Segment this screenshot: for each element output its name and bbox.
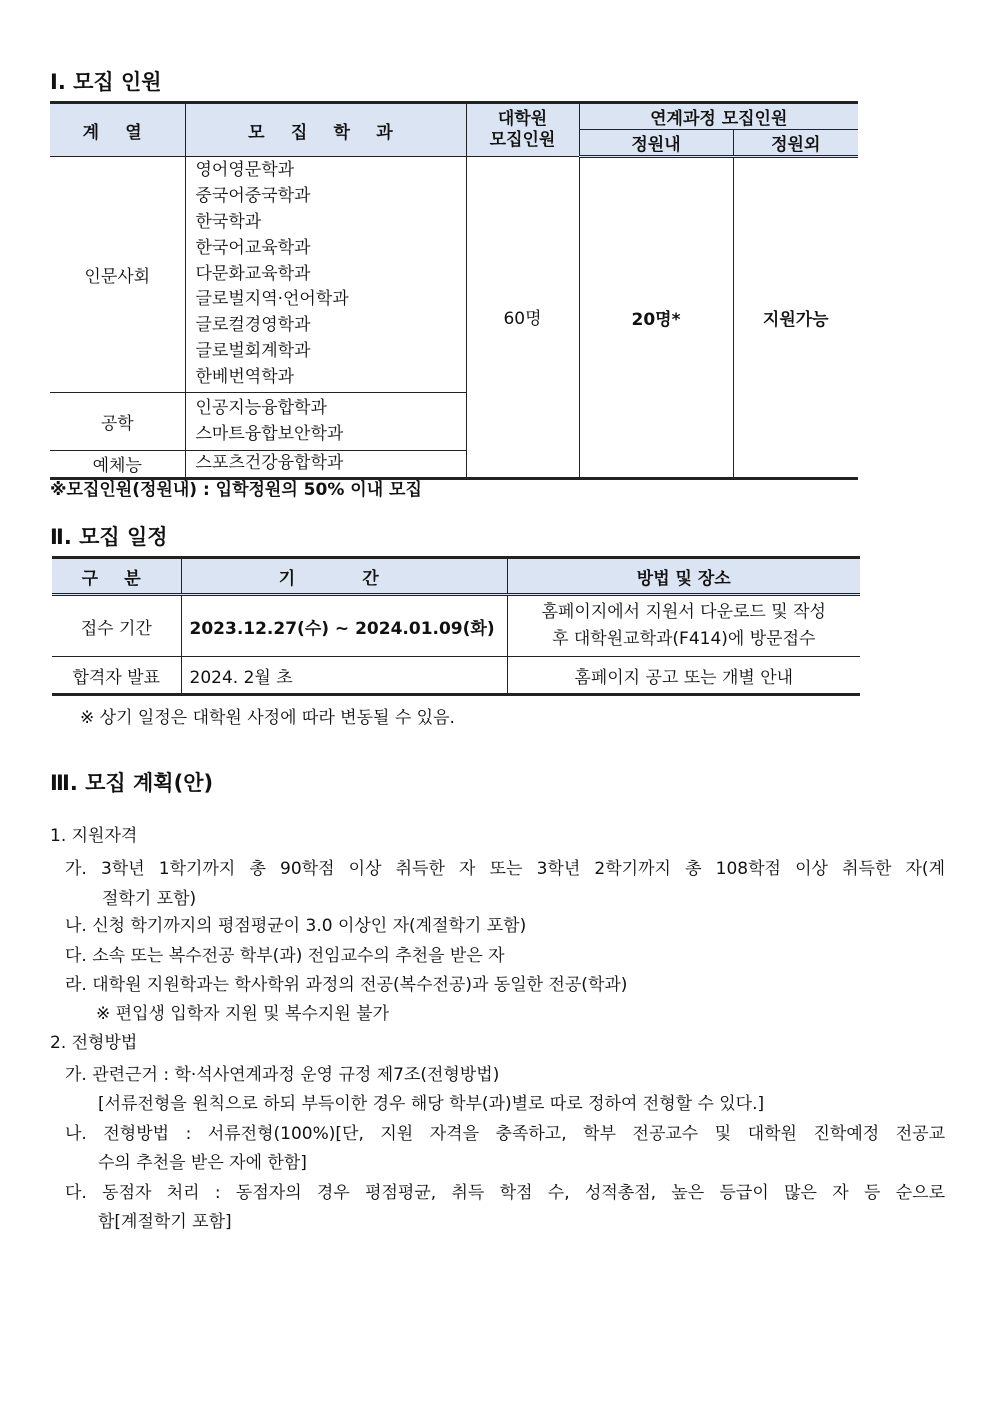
section2-title: Ⅱ. 모집 일정 <box>50 525 168 549</box>
item1-ra: 라. 대학원 지원학과는 학사학위 과정의 전공(복수전공)과 동일한 전공(학과) <box>65 975 628 995</box>
item1-heading: 1. 지원자격 <box>50 826 138 846</box>
item1-ra-note: ※ 편입생 입학자 지원 및 복수지원 불가 <box>96 1004 389 1024</box>
header-dept: 모 집 학 과 <box>185 103 466 157</box>
item2-ga-line2: [서류전형을 원칙으로 하되 부득이한 경우 해당 학부(과)별로 따로 정하여 전형할 수 있다.] <box>98 1094 765 1114</box>
section2-note: ※ 상기 일정은 대학원 사정에 따라 변동될 수 있음. <box>80 708 455 728</box>
list-item: 한국학과 <box>195 211 262 232</box>
header-group: 계 열 <box>50 103 185 157</box>
list-item: 영어영문학과 <box>195 159 295 180</box>
header-within: 정원내 <box>579 130 733 157</box>
method-line: 홈페이지에서 지원서 다운로드 및 작성 <box>541 602 826 622</box>
list-item: 중국어중국학과 <box>195 185 311 206</box>
row-period: 2024. 2월 초 <box>181 657 507 695</box>
header-grad-quota: 대학원 모집인원 <box>466 103 579 157</box>
row-method <box>507 595 860 657</box>
recruitment-schedule-table <box>52 556 860 696</box>
dept-list-humanities <box>185 157 466 393</box>
list-item: 스포츠건강융합학과 <box>195 453 344 473</box>
header-period: 기 간 <box>181 558 507 595</box>
table-row <box>52 595 860 657</box>
item2-heading: 2. 전형방법 <box>50 1033 138 1053</box>
header-outside: 정원외 <box>733 130 858 157</box>
header-linked-quota: 연계과정 모집인원 <box>579 103 858 130</box>
recruitment-quota-table <box>50 101 858 480</box>
header-type: 구 분 <box>52 558 181 595</box>
grad-quota-value: 60명 <box>466 157 579 479</box>
method-line: 후 대학원교학과(F414)에 방문접수 <box>552 629 816 649</box>
section1-title: Ⅰ. 모집 인원 <box>50 70 162 94</box>
group-arts-sports: 예체능 <box>50 451 185 479</box>
item2-na-line1: 나. 전형방법 : 서류전형(100%)[단, 지원 자격을 충족하고, 학부 전공교수 및 대학원 진학예정 전공교 <box>65 1124 945 1144</box>
header-method: 방법 및 장소 <box>507 558 860 595</box>
table-row <box>52 657 860 695</box>
list-item: 한국어교육학과 <box>195 237 311 258</box>
item2-na-line2: 수의 추천을 받은 자에 한함] <box>98 1153 307 1173</box>
item1-da: 다. 소속 또는 복수전공 학부(과) 전임교수의 추천을 받은 자 <box>65 946 505 966</box>
row-period: 2023.12.27(수) ~ 2024.01.09(화) <box>181 595 507 657</box>
list-item: 글로벌지역·언어학과 <box>195 289 349 310</box>
item2-da-line1: 다. 동점자 처리 : 동점자의 경우 평점평균, 취득 학점 수, 성적총점, 높은 등급이 많은 자 등 순으로 <box>65 1183 945 1203</box>
list-item: 인공지능융합학과 <box>195 397 327 418</box>
row-type: 합격자 발표 <box>52 657 181 695</box>
section3-title: Ⅲ. 모집 계획(안) <box>50 771 214 795</box>
outside-quota-value: 지원가능 <box>733 157 858 479</box>
item1-ga-line1: 가. 3학년 1학기까지 총 90학점 이상 취득한 자 또는 3학년 2학기까지 총 108학점 이상 취득한 자(계 <box>65 859 945 879</box>
item1-ga-line2: 절학기 포함) <box>102 889 197 909</box>
group-engineering: 공학 <box>50 393 185 451</box>
list-item: 다문화교육학과 <box>195 263 311 284</box>
dept-list-engineering <box>185 393 466 451</box>
group-humanities: 인문사회 <box>50 157 185 393</box>
list-item: 한베번역학과 <box>195 367 295 388</box>
list-item: 글로컬경영학과 <box>195 315 311 336</box>
list-item: 글로벌회계학과 <box>195 341 311 362</box>
row-method: 홈페이지 공고 또는 개별 안내 <box>507 657 860 695</box>
row-type: 접수 기간 <box>52 595 181 657</box>
item2-ga-line1: 가. 관련근거 : 학·석사연계과정 운영 규정 제7조(전형방법) <box>65 1065 500 1085</box>
item1-na: 나. 신청 학기까지의 평점평균이 3.0 이상인 자(계절학기 포함) <box>65 916 527 936</box>
list-item: 스마트융합보안학과 <box>195 423 344 444</box>
item2-da-line2: 함[계절학기 포함] <box>98 1212 232 1232</box>
section1-footnote: ※모집인원(정원내) : 입학정원의 50% 이내 모집 <box>50 480 422 500</box>
within-quota-value: 20명* <box>579 157 733 479</box>
